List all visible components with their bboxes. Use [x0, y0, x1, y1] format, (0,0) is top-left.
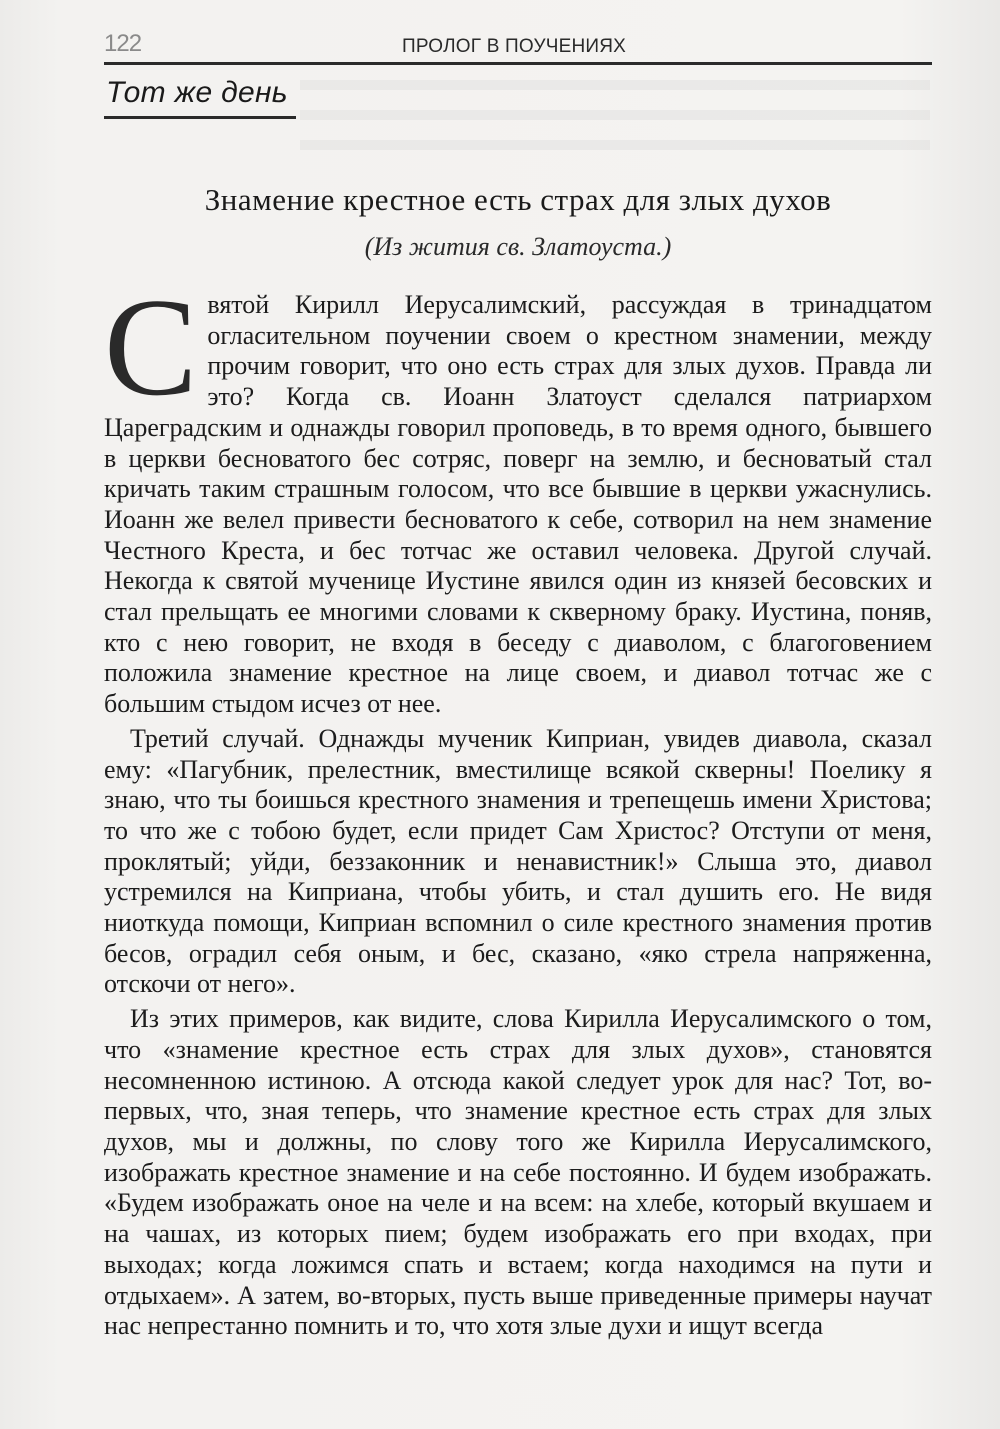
- article-title: Знамение крестное есть страх для злых духов: [204, 182, 832, 217]
- page-header: [104, 24, 932, 64]
- paragraph: Третий случай. Однажды мученик Киприан, увидев диавола, сказал ему: «Пагубник, прелестник, вместилище всякой скверны! Поелику я знаю, что ты боишься крестного знамения и трепещешь имени Христова; то что же с тобою будет, если придет Сам Христос? Отступи от меня, проклятый; уйди, беззаконник и ненавистник!» Слыша это, диавол устремился на Киприана, чтобы убить, и стал душить его. Не видя ниоткуда помощи, Киприан вспомнил о силе крестного знамения против бесов, оградил себя оным, и бес, сказано, «яко стрела напряженна, отскочи от него».: [104, 723, 932, 999]
- paragraph: Из этих примеров, как видите, слова Кирилла Иерусалимского о том, что «знамение крестное есть страх для злых духов», становятся несомненною истиною. А отсюда какой следует урок для нас? Тот, во-первых, что, зная теперь, что знамение крестное есть страх для злых духов, мы и должны, по слову того же Кирилла Иерусалимского, изображать крестное знамение и на себе постоянно. И будем изображать. «Будем изображать оное на челе и на всем: на хлебе, который вкушаем и на чашах, из которых пием; будем изображать его при входах, при выходах; когда ложимся спать и встаем; когда находимся на пути и отдыхаем». А затем, во-вторых, пусть выше приведенные примеры научат нас непрестанно помнить и то, что хотя злые духи и ищут всегда: [104, 1004, 932, 1341]
- article-body: [104, 270, 932, 1342]
- day-label: Тот же день: [106, 76, 288, 109]
- drop-cap: С: [104, 270, 198, 425]
- day-label-underline: [104, 116, 296, 119]
- running-title: ПРОЛОГ В ПОУЧЕНИЯХ: [402, 36, 627, 57]
- bleed-through-shadow: [300, 80, 930, 170]
- paragraph: [104, 270, 932, 720]
- paragraph-text: вятой Кирилл Иерусалимский, рассуждая в тринадцатом огласительном поучении своем о крестном знамении, между прочим говорит, что оно есть страх для злых духов. Правда ли это? Когда св. Иоанн Златоуст сделался патриархом Цареградским и однажды говорил проповедь, в то время одного, бывшего в церкви бесноватого бес сотряс, поверг на землю, и бесноватый стал кричать таким страшным голосом, что все бывшие в церкви ужаснулись. Иоанн же велел привести бесноватого к себе, сотворил на нем знамение Честного Креста, и бес тотчас же оставил человека. Другой случай. Некогда к святой мученице Иустине явился один из князей бесовских и стал прельщать ее многими словами к скверному браку. Иустина, поняв, кто с нею говорит, не входя в беседу с диаволом, с благоговением положила знамение крестное на лице своем, и диавол тотчас же с большим стыдом исчез от нее.: [104, 290, 932, 719]
- header-rule: [104, 62, 932, 65]
- article-source: (Из жития св. Златоуста.): [364, 232, 672, 261]
- page-number: 122: [104, 30, 142, 57]
